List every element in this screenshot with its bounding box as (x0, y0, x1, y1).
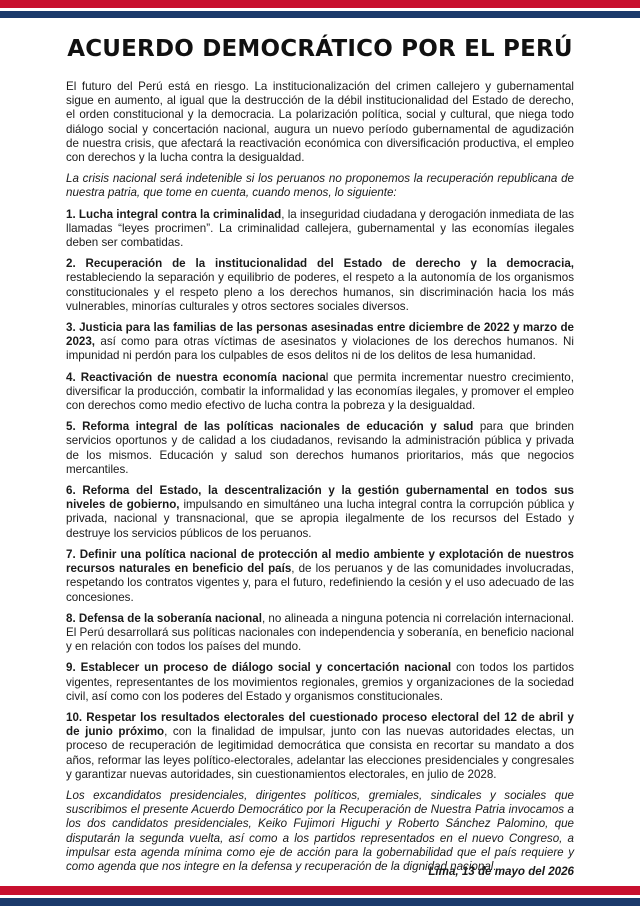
point-heading: 3. Justicia para las familias de las personas asesinadas entre diciembre de 2022 y marzo de 2023, (66, 321, 574, 349)
point-text: para que brinden servicios oportunos y de calidad a los ciudadanos, revisando la administración pública y privada de los mismos. Educación y salud son derechos humanos prioritarios, más que negocios mercantiles. (66, 420, 574, 476)
point-text: , la inseguridad ciudadana y derogación inmediata de las llamadas “leyes procrimen”. La criminalidad callejera, gubernamental y las economías ilegales deben ser combatidas. (66, 207, 574, 250)
point-item (66, 661, 574, 704)
point-text: , no alineada a ninguna potencia ni correlación internacional. El Perú desarrollará sus políticas nacionales con independencia y soberanía, en beneficio nacional y en relación con todos los países del mundo. (66, 611, 574, 654)
point-heading: 9. Establecer un proceso de diálogo social y concertación nacional (66, 661, 452, 675)
preamble-paragraph: La crisis nacional será indetenible si los peruanos no proponemos la recuperación republicana de nuestra patria, que tome en cuenta, cuando menos, lo siguiente: (66, 172, 574, 200)
point-heading: 5. Reforma integral de las políticas nacionales de educación y salud (66, 420, 474, 434)
point-heading: 7. Definir una política nacional de protección al medio ambiente y explotación de nuestros recursos naturales en beneficio del país (66, 547, 574, 576)
point-item (66, 321, 574, 364)
point-item (66, 371, 574, 414)
point-text: , con la finalidad de impulsar, junto con las nuevas autoridades electas, un proceso de recuperación de legitimidad democrática que consista en recortar su mandato a dos años, reformar las leyes político-electorales, adelantar las elecciones presidenciales y congresales y garantizar nuevas autoridades, sin cuestionamientos electorales, en julio de 2028. (66, 725, 574, 781)
points-list (66, 208, 574, 782)
point-text: , de los peruanos y de las comunidades involucradas, respetando los contratos vigentes y, para el futuro, redefiniendo la cesión y el uso adecuado de las concesiones. (66, 562, 574, 604)
point-text: así como para otras víctimas de asesinatos y violaciones de los derechos humanos. Ni impunidad ni perdón para los culpables de esos delitos ni de los delitos de lesa humanidad. (66, 335, 574, 363)
date-line: Lima, 13 de mayo del 2026 (428, 865, 574, 878)
point-text: restableciendo la separación y equilibrio de poderes, el respeto a la autonomía de los organismos constitucionales y el respeto pleno a los derechos humanos, sin discriminación hacia los más vulnerables, minorías culturales y otros sectores sociales diversos. (66, 271, 574, 313)
point-text: con todos los partidos vigentes, representantes de los movimientos regionales, gremios y organizaciones de la sociedad civil, así como con los poderes del Estado y organismos constitucionales. (66, 661, 574, 703)
footer-stripe (0, 886, 640, 906)
point-text: l que permita incrementar nuestro crecimiento, diversificar la producción, combatir la informalidad y las economías ilegales, y promover el empleo con derechos como medio efectivo de lucha contra la pobreza y la desigualdad. (66, 370, 574, 413)
header-stripe-navy (0, 11, 640, 19)
header-stripe-red (0, 0, 640, 8)
point-heading: 10. Respetar los resultados electorales del cuestionado proceso electoral del 12 de abril y de junio próximo (66, 710, 574, 739)
document-body (66, 80, 574, 881)
point-item (66, 208, 574, 251)
header-stripe (0, 0, 640, 18)
point-heading: 6. Reforma del Estado, la descentralización y la gestión gubernamental en todos sus niveles de gobierno, (66, 484, 574, 512)
closing-paragraph: Los excandidatos presidenciales, dirigentes políticos, gremiales, sindicales y sociales que suscribimos el presente Acuerdo Democrático por la Recuperación de Nuestra Patria invocamos a los dos candidatos presidenciales, Keiko Fujimori Higuchi y Roberto Sánchez Palomino, que disputarán la segunda vuelta, así como a los partidos representados en el nuevo Congreso, a impulsar esta agenda mínima como eje de acción para la gobernabilidad que el país requiere y como agenda que nos integre en la defensa y recuperación de la dignidad nacional. (66, 788, 574, 873)
point-heading: 2. Recuperación de la institucionalidad del Estado de derecho y la democracia, (66, 257, 574, 271)
point-heading: 1. Lucha integral contra la criminalidad (66, 207, 282, 221)
point-item (66, 420, 574, 477)
footer-stripe-red (0, 886, 640, 895)
point-heading: 8. Defensa de la soberanía nacional (66, 611, 262, 625)
point-heading: 4. Reactivación de nuestra economía naciona (66, 370, 326, 384)
point-item (66, 548, 574, 605)
footer-stripe-navy (0, 898, 640, 906)
point-text: impulsando en simultáneo una lucha integral contra la corrupción pública y privada, nacional y transnacional, que se apropia ilegalmente de los recursos del Estado y destruye los servicios públicos de los peruanos. (66, 498, 574, 540)
document-title: ACUERDO DEMOCRÁTICO POR EL PERÚ (67, 36, 573, 62)
intro-paragraph: El futuro del Perú está en riesgo. La institucionalización del crimen callejero y gubernamental sigue en aumento, al igual que la destrucción de la débil institucionalidad del Estado de derecho, el orden constitucional y la democracia. La polarización política, social y cultural, que niega todo diálogo social y concertación nacional, augura un nuevo período gubernamental de agudización de nuestra crisis, que afectará la reactivación económica con diversificación productiva, el empleo con derechos y la lucha contra la desigualdad. (66, 80, 574, 165)
point-item (66, 257, 574, 314)
point-item (66, 612, 574, 655)
point-item (66, 711, 574, 782)
point-item (66, 484, 574, 541)
